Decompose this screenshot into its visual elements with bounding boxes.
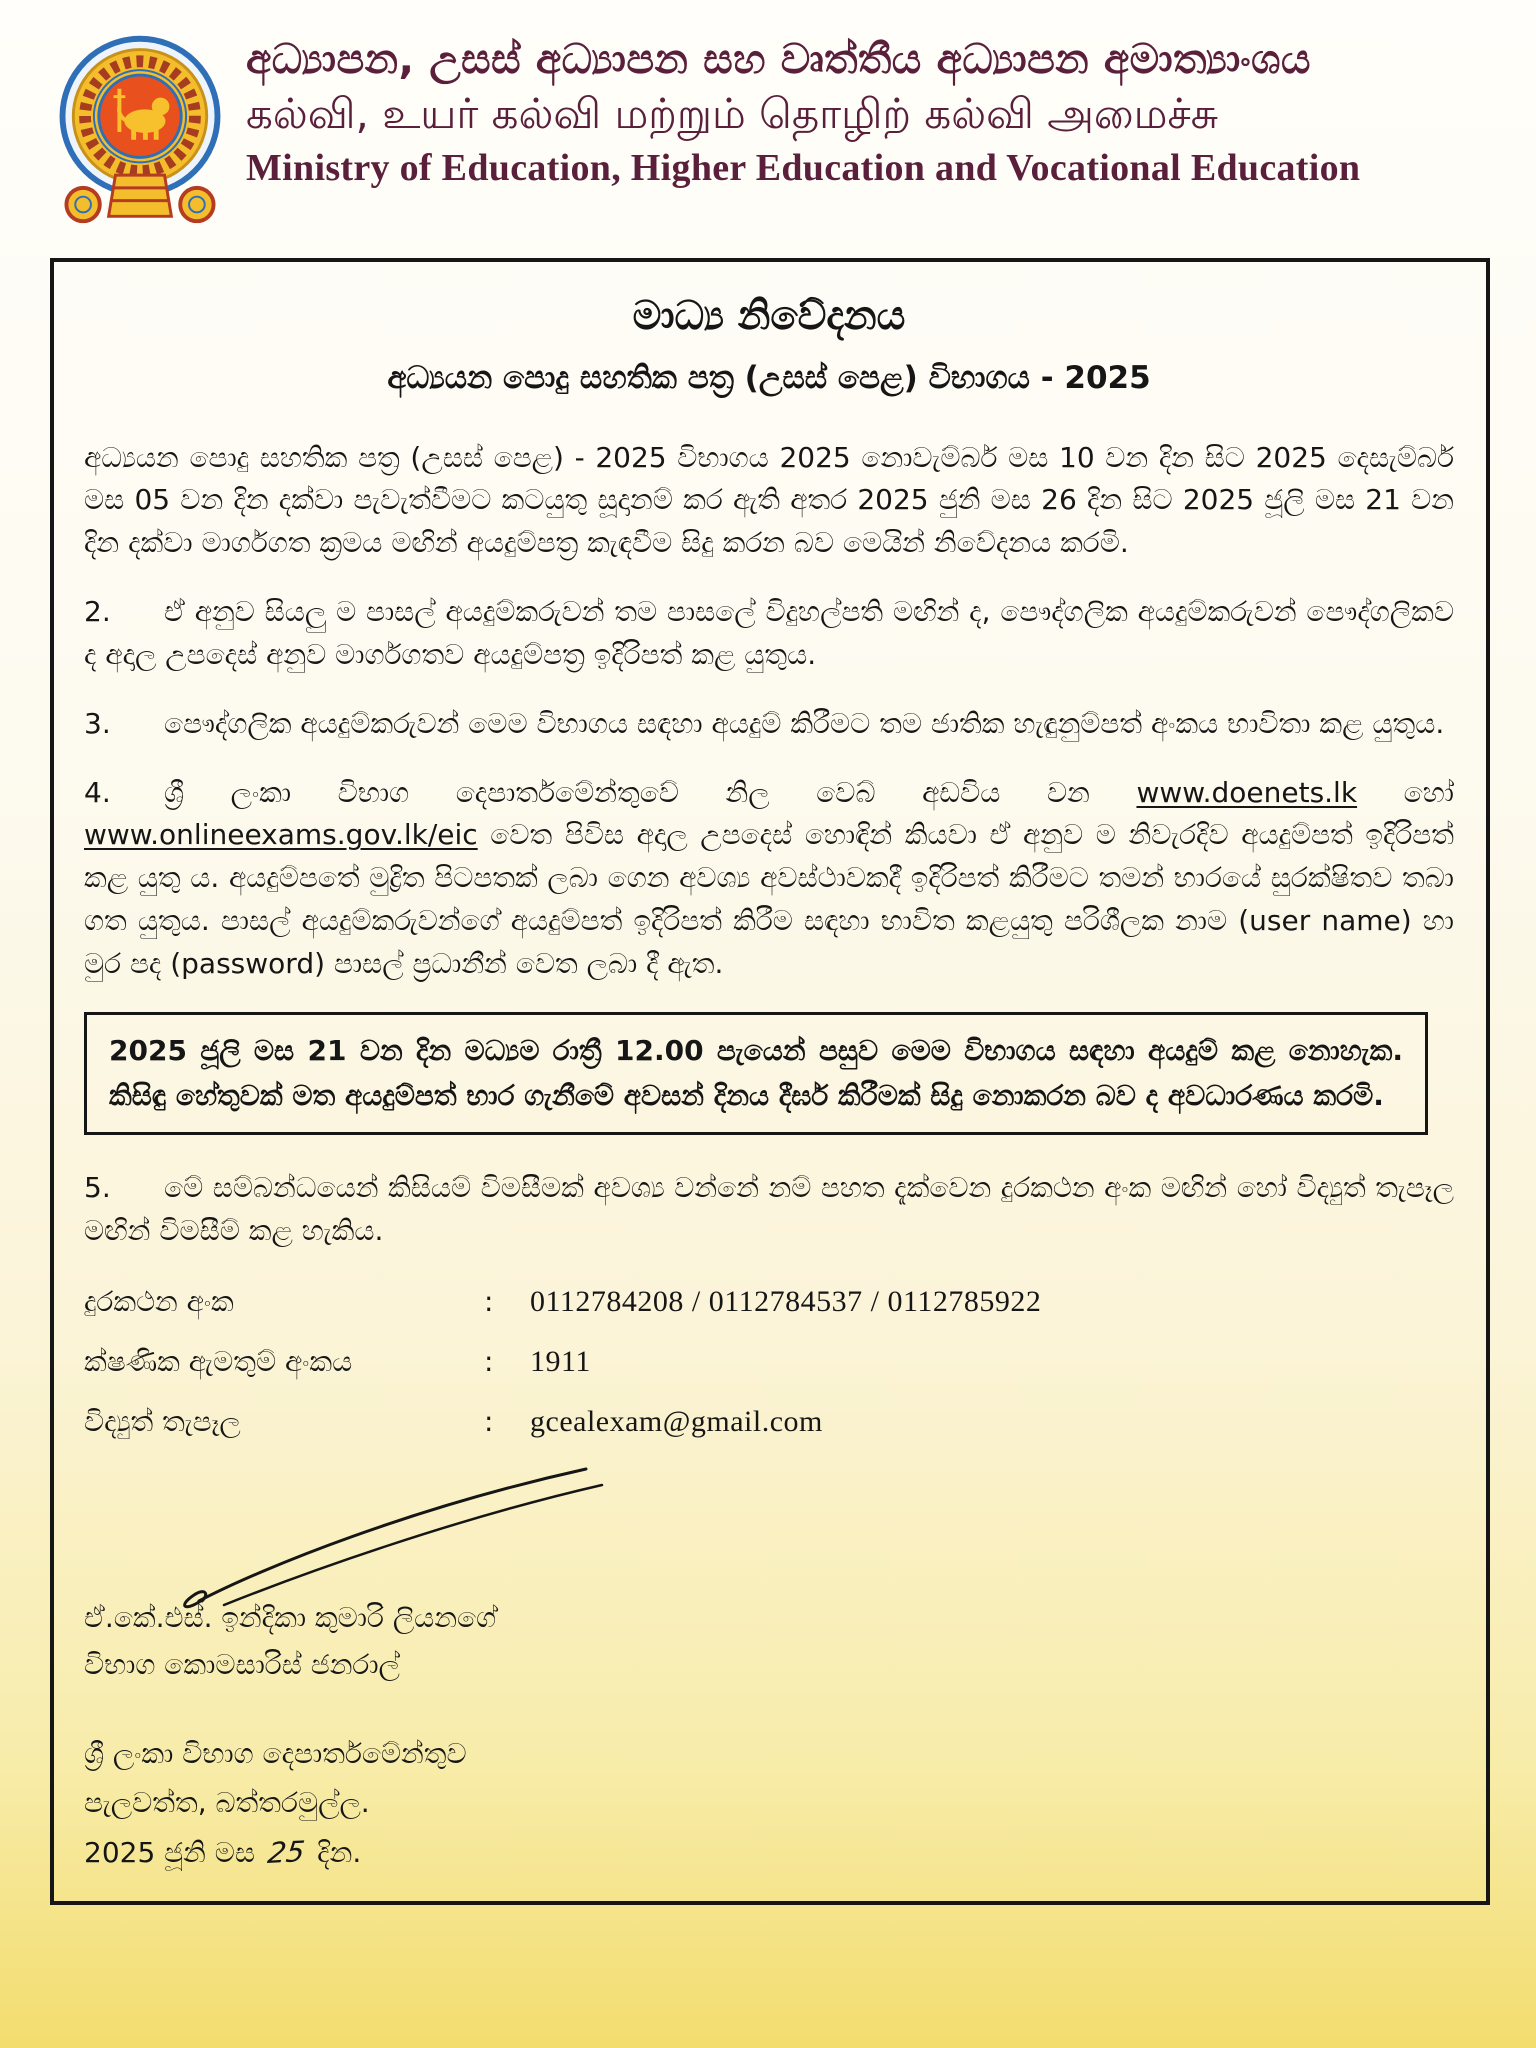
- onlineexams-website-link[interactable]: www.onlineexams.gov.lk/eic: [84, 818, 478, 852]
- deadline-warning-text: 2025 ජූලි මස 21 වන දින මධ්‍යම රාත්‍රී 12.00 පැයෙන් පසුව මෙම විභාගය සඳහා අයදුම් කළ නොහැක. කිසිඳු හේතුවක් මත අයදුම්පත් භාර ගැනීමේ අවසන් දිනය දීර්ඝ කිරීමක් සිදු නොකරන බව ද අවධාරණය කරමි.: [109, 1033, 1403, 1112]
- notice-border-box: [50, 258, 1490, 1905]
- ministry-name-tamil: கல்வி, உயர் கல்வி மற்றும் தொழிற் கல்வி அமைச்சு: [246, 89, 1219, 139]
- ministry-titles: [246, 26, 1360, 190]
- paragraph-3: [84, 703, 1454, 746]
- date-prefix: 2025 ජූනි මස: [84, 1835, 264, 1869]
- paragraph-4-number: 4.: [84, 775, 111, 809]
- phone-numbers: 0112784208 / 0112784537 / 0112785922: [530, 1284, 1042, 1318]
- contact-row-hotline: [84, 1339, 1454, 1385]
- phone-label: දුරකථන අංක: [84, 1284, 234, 1318]
- date-suffix: දින.: [308, 1835, 362, 1869]
- doenets-website-link[interactable]: www.doenets.lk: [1136, 775, 1358, 809]
- phone-separator: :: [484, 1284, 494, 1318]
- hotline-separator: :: [484, 1344, 494, 1378]
- ministry-name-english: Ministry of Education, Higher Education and Vocational Education: [246, 146, 1361, 189]
- department-address: පැලවත්ත, බත්තරමුල්ල.: [84, 1785, 370, 1819]
- paragraph-5-text: මේ සම්බන්ධයෙන් කිසියම් විමසීමක් අවශ්‍ය වන්නේ නම් පහත දැක්වෙන දුරකථන අංක මඟින් හෝ විද්‍යුත් තැපෑල මඟින් විමසීම් කළ හැකිය.: [84, 1171, 1454, 1248]
- notice-subtitle: අධ්‍යයන පොදු සහතික පත්‍ර (උසස් පෙළ) විභාගය - 2025: [387, 360, 1151, 397]
- hotline-label: ක්ෂණික ඇමතුම් අංකය: [84, 1344, 353, 1378]
- notice-date: [84, 1831, 1454, 1875]
- paragraph-5-number: 5.: [84, 1171, 111, 1205]
- paragraph-4-text-3: වෙත පිවිස අදාල උපදෙස් හොඳින් කියවා ඒ අනුව ම නිවැරදිව අයදුම්පත් ඉදිරිපත් කළ යුතු ය. අයදුම්පතේ මුද්‍රිත පිටපතක් ලබා ගෙන අවශ්‍ය අවස්ථාවකදී ඉදිරිපත් කිරීමට තමන් භාරයේ සුරක්ෂිතව තබා ගත යුතුය. පාසල් අයදුම්කරුවන්ගේ අයදුම්පත් ඉදිරිපත් කිරීම සඳහා භාවිත කළයුතු පරිශීලක නාම (user name) හා මුර පද (password) පාසල් ප්‍රධානීන් වෙත ලබා දී ඇත.: [84, 818, 1454, 980]
- signatory-name: ඒ.කේ.එස්. ඉන්දිකා කුමාරි ලියනගේ: [84, 1601, 497, 1635]
- signatory-designation: විභාග කොමසාරිස් ජනරාල්: [84, 1648, 400, 1682]
- sri-lanka-emblem-icon: [56, 26, 224, 236]
- ministry-header: [0, 0, 1536, 236]
- notice-title: මාධ්‍ය නිවේදනය: [632, 293, 906, 339]
- email-separator: :: [484, 1404, 494, 1438]
- paragraph-4: [84, 772, 1454, 986]
- hotline-number: 1911: [530, 1344, 591, 1378]
- paragraph-2-text: ඒ අනුව සියලු ම පාසල් අයදුම්කරුවන් තම පාසලේ විදුහල්පති මඟින් ද, පෞද්ගලික අයදුම්කරුවන් පෞද්ගලිකව ද අදාල උපදෙස් අනුව මාර්ගගතව අයදුම්පත්‍ර ඉදිරිපත් කළ යුතුය.: [84, 595, 1454, 671]
- email-address[interactable]: gcealexam@gmail.com: [530, 1404, 823, 1438]
- date-day-handwritten: 25: [265, 1833, 307, 1870]
- contact-row-phone: [84, 1279, 1454, 1325]
- paragraph-5: [84, 1167, 1454, 1253]
- ministry-name-sinhala: අධ්‍යාපන, උසස් අධ්‍යාපන සහ වෘත්තීය අධ්‍යාපන අමාත්‍යාංශය: [246, 35, 1311, 83]
- paragraph-4-text-2: හෝ: [1357, 775, 1454, 809]
- paragraph-1-text: අධ්‍යයන පොදු සහතික පත්‍ර (උසස් පෙළ) - 2025 විභාගය 2025 නොවැම්බර් මස 10 වන දින සිට 2025 දෙසැම්බර් මස 05 වන දින දක්වා පැවැත්වීමට කටයුතු සූදානම් කර ඇති අතර 2025 ජුනි මස 26 දින සිට 2025 ජූලි මස 21 වන දින දක්වා මාර්ගගත ක්‍රමය මඟින් අයදුම්පත්‍ර කැඳවීම සිදු කරන බව මෙයින් නිවේදනය කරමි.: [84, 440, 1454, 560]
- paragraph-4-text-1: ශ්‍රී ලංකා විභාග දෙපාර්තමේන්තුවේ නිල වෙබ් අඩවිය වන: [164, 775, 1137, 809]
- paragraph-3-number: 3.: [84, 706, 111, 740]
- department-name: ශ්‍රී ලංකා විභාග දෙපාර්තමේන්තුව: [84, 1737, 467, 1771]
- paragraph-1: [84, 437, 1454, 565]
- paragraph-2-number: 2.: [84, 595, 111, 629]
- contact-row-email: [84, 1399, 1454, 1445]
- contact-details: [84, 1279, 1454, 1445]
- department-address-block: [84, 1733, 1454, 1874]
- email-label: විද්‍යුත් තැපෑල: [84, 1404, 241, 1438]
- paragraph-3-text: පෞද්ගලික අයදුම්කරුවන් මෙම විභාගය සඳහා අයදුම් කිරීමට තම ජාතික හැඳුනුම්පත් අංකය භාවිතා කළ යුතුය.: [164, 706, 1445, 740]
- deadline-warning-box: [84, 1012, 1428, 1136]
- paragraph-2: [84, 591, 1454, 677]
